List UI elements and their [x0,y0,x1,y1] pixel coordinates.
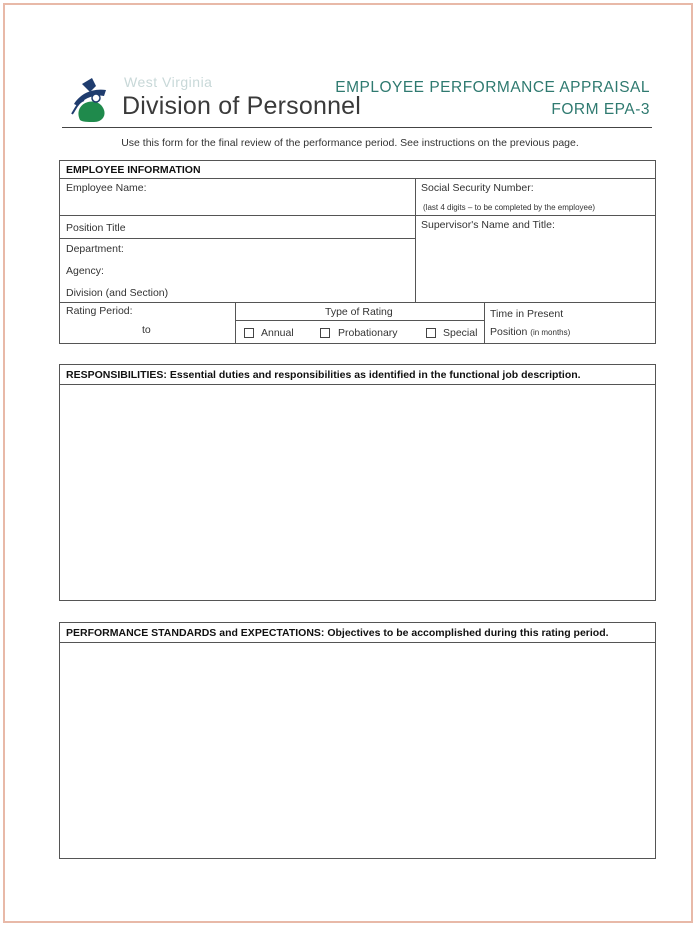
position-label: Position [490,326,528,338]
org-name: Division of Personnel [122,92,362,120]
months-unit: (in months) [530,328,571,337]
time-in-position-field[interactable] [490,326,570,338]
probationary-checkbox[interactable] [320,328,330,338]
agency-field[interactable]: Agency: [66,265,104,277]
employee-info-heading: EMPLOYEE INFORMATION [66,164,201,176]
supervisor-field[interactable]: Supervisor's Name and Title: [421,219,555,231]
ssn-field[interactable]: Social Security Number: [421,182,534,194]
annual-label: Annual [261,327,294,339]
department-field[interactable]: Department: [66,243,124,255]
division-field[interactable]: Division (and Section) [66,287,169,299]
position-title-field[interactable]: Position Title [66,222,126,234]
time-in-position-label: Time in Present [490,308,564,320]
performance-text-area[interactable] [60,643,655,858]
header-divider [62,127,652,128]
annual-checkbox[interactable] [244,328,254,338]
ssn-note: (last 4 digits – to be completed by the employee) [423,203,596,212]
rating-period-to: to [142,324,151,336]
employee-name-field[interactable]: Employee Name: [66,182,147,194]
form-number: FORM EPA-3 [551,101,650,118]
performance-heading: PERFORMANCE STANDARDS and EXPECTATIONS: Objectives to be accomplished during this rating period. [66,627,609,639]
special-label: Special [443,327,478,339]
state-seal-logo-icon [66,74,118,126]
form-title: EMPLOYEE PERFORMANCE APPRAISAL [335,79,650,96]
org-subtitle: West Virginia [124,74,213,90]
type-of-rating-label: Type of Rating [325,306,393,318]
responsibilities-text-area[interactable] [60,385,655,600]
responsibilities-heading: RESPONSIBILITIES: Essential duties and responsibilities as identified in the functional job description. [66,369,581,381]
rating-period-field[interactable]: Rating Period: [66,305,133,317]
special-checkbox[interactable] [426,328,436,338]
form-instruction: Use this form for the final review of the performance period. See instructions on the previous page. [121,137,579,149]
probationary-label: Probationary [338,327,398,339]
